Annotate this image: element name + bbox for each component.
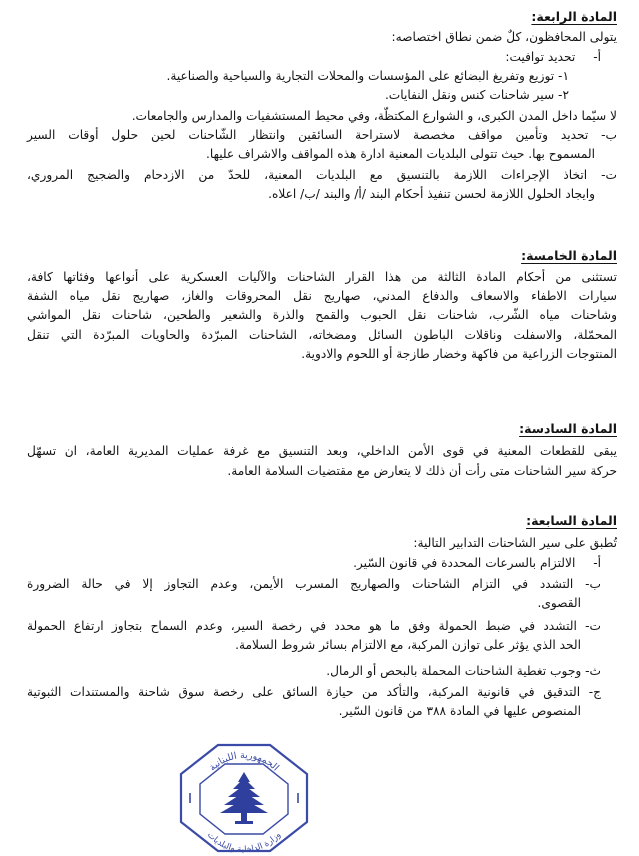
article7-intro: تُطبق على سير الشاحنات التدابير التالية:: [413, 536, 617, 550]
article5-line-3: وشاحنات مياه الشّرب، شاحنات نقل الحبوب والقمح والذرة والشعير والطحين، شاحنات نقل المواشي: [27, 308, 617, 322]
stamp-top-text: الجمهورية اللبنانية: [207, 749, 281, 774]
article4-item-b-line2: المسموح بها. حيث تتولى البلديات المعنية ادارة هذه المواقف والاشراف عليها.: [205, 147, 595, 161]
article5-line-2: سيارات الاطفاء والاسعاف والدفاع المدني، صهاريج نقل المحروقات والغاز، صهاريج نقل مياه الشفة: [27, 289, 617, 303]
article5-heading: المادة الخامسة:: [521, 248, 617, 263]
article7-item-t-line1: ت- التشدد في ضبط الحمولة وفق ما هو محدد في رخصة السير، وعدم السماح بتجاوز ارتفاع الحمولة: [27, 619, 601, 633]
article4-item-a: [505, 48, 601, 66]
article4-item-t-line2: وايجاد الحلول اللازمة لحسن تنفيذ أحكام البند /أ/ والبند /ب/ اعلاه.: [268, 187, 595, 201]
article6-line-1: يبقى للقطعات المعنية في قوى الأمن الداخلي، وبعد التنسيق مع غرفة عمليات المديرية العامة، ان تسهّل: [27, 444, 617, 458]
article7-item-j-line1: ج- التدقيق في قانونية المركبة، والتأكد من حيازة السائق على رخصة سوق شاحنة والمستندات الثبوتية: [27, 685, 601, 699]
article6-line-2: حركة سير الشاحنات متى رأت أن ذلك لا يتعارض مع مقتضيات السلامة العامة.: [227, 464, 617, 478]
article4-item-t-line1: ت- اتخاذ الإجراءات اللازمة بالتنسيق مع البلديات المعنية، للحدّ من الازدحام والضجيج المروري،: [27, 168, 617, 182]
cedar-tree-icon: [220, 772, 268, 824]
article5-line-1: تستثنى من أحكام المادة الثالثة من هذا القرار الشاحنات والآليات العسكرية على أنواعها وفئاتها كافة،: [27, 270, 617, 284]
article7-item-b-line2: القصوى.: [537, 596, 581, 610]
article4-sub-2: ٢- سير شاحنات كنس ونقل النفايات.: [384, 88, 569, 102]
item-a-text: تحديد توافيت:: [505, 50, 576, 64]
stamp-bottom-text: وزارة الداخلية والبلديات: [205, 830, 283, 854]
article4-note: لا سيّما داخل المدن الكبرى، و الشوارع المكتظّة، وفي محيط المستشفيات والمدارس والجامعات.: [131, 109, 617, 123]
item-a-text: الالتزام بالسرعات المحددة في قانون السّير.: [353, 556, 576, 570]
article7-item-a: [353, 554, 601, 572]
item-a-label: أ-: [593, 50, 601, 64]
article4-intro: يتولى المحافظون، كلٌ ضمن نطاق اختصاصه:: [391, 30, 617, 44]
article7-item-j-line2: المنصوص عليها في المادة ٣٨٨ من قانون السّير.: [338, 704, 581, 718]
article7-item-b-line1: ب- التشدد في التزام الشاحنات والصهاريج المسرب الأيمن، وعدم التجاوز إلا في حالة الضرورة: [27, 577, 601, 591]
article7-heading: المادة السابعة:: [526, 513, 617, 528]
ministry-stamp: [178, 742, 310, 854]
article4-heading: المادة الرابعة:: [531, 9, 617, 24]
article5-line-5: المنتوجات الزراعية من فاكهة وخضار طازجة أو اللحوم والادوية.: [301, 347, 617, 361]
article5-line-4: المحمّلة، والاسفلت وناقلات الباطون السائل ومضخاته، الشاحنات المبرّدة والحاويات المبرّدة التي تنقل: [27, 328, 617, 342]
item-a-label: أ-: [593, 556, 601, 570]
article4-item-b-line1: ب- تحديد وتأمين مواقف مخصصة لاستراحة السائقين وانتظار الشّاحنات لحين حلول أوقات السير: [27, 128, 617, 142]
article7-item-th: ث- وجوب تغطية الشاحنات المحملة بالبحص أو الرمال.: [326, 664, 601, 678]
article7-item-t-line2: الحد الذي يؤثر على توازن المركبة، مع الالتزام بسائر شروط السلامة.: [235, 638, 581, 652]
article4-sub-1: ١- توزيع وتفريغ البضائع على المؤسسات والمحلات التجارية والسياحية والصناعية.: [166, 69, 569, 83]
article6-heading: المادة السادسة:: [519, 421, 617, 436]
